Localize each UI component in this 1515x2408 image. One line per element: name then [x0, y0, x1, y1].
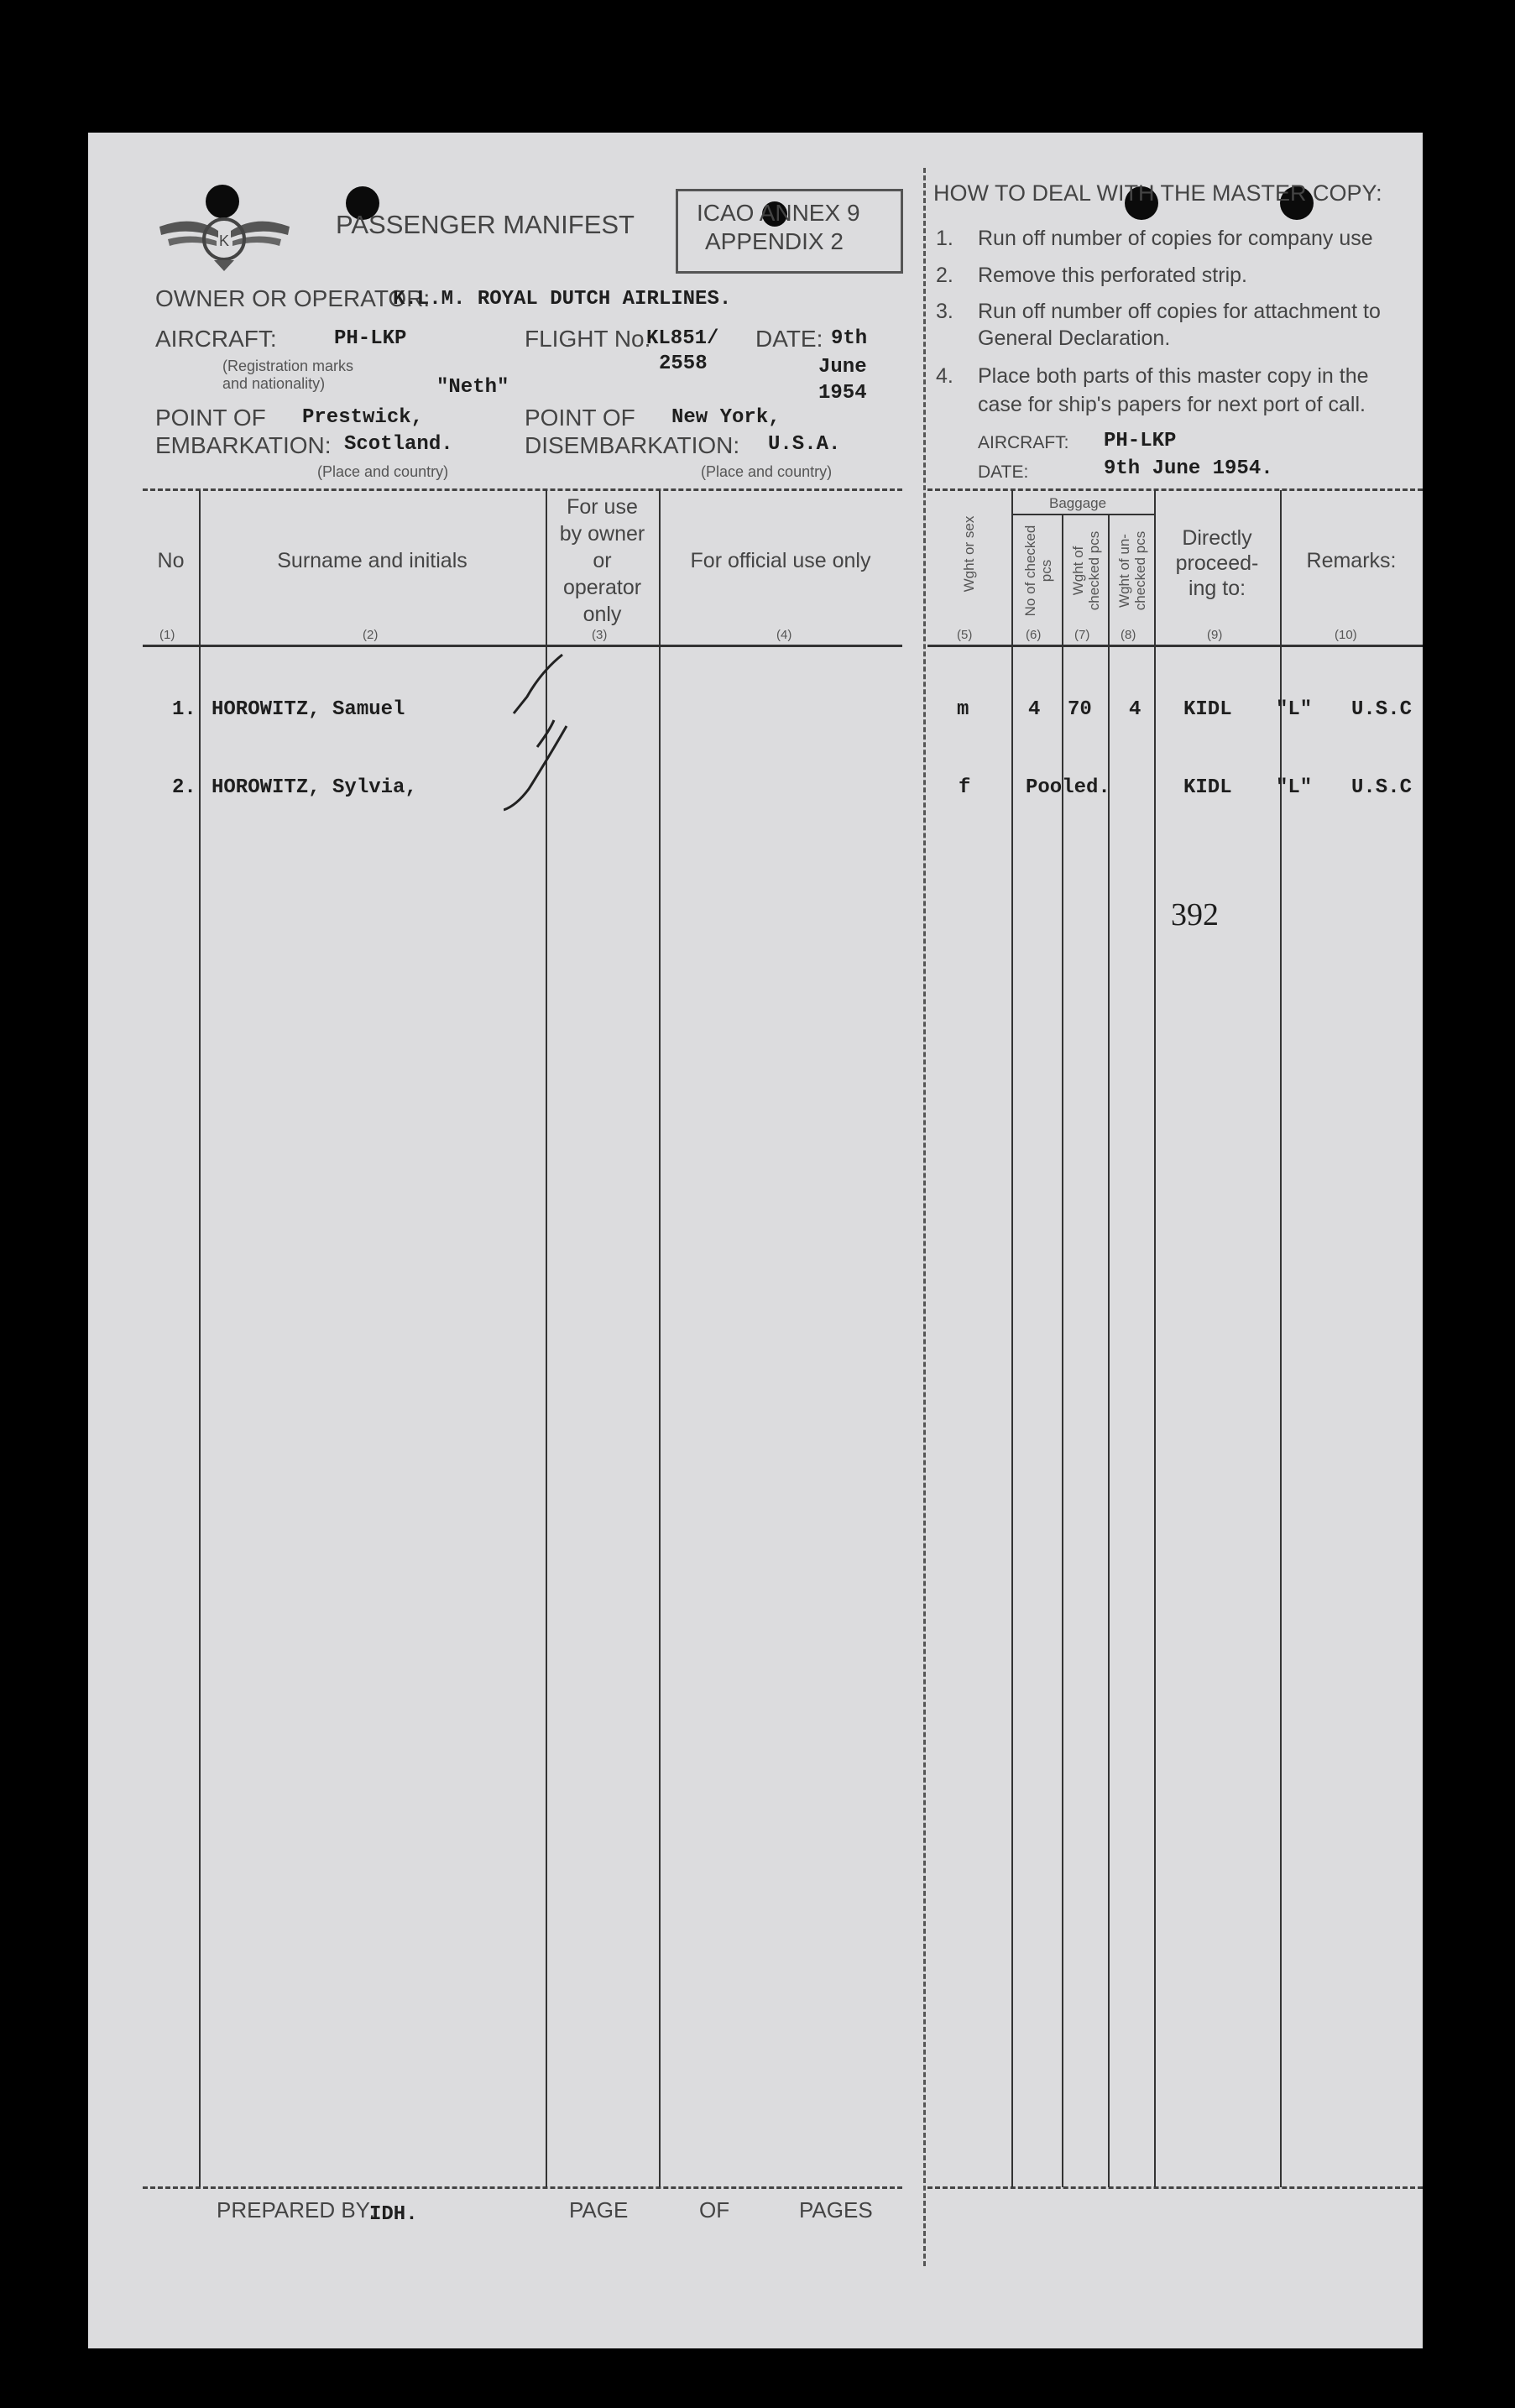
passenger-remark-1: "L" — [1276, 776, 1313, 799]
col-num: (2) — [363, 628, 379, 642]
col-header-wght-sex: Wght or sex — [961, 515, 977, 593]
col-divider — [1280, 490, 1282, 2187]
strip-header-bottom-rule — [927, 645, 1423, 647]
page-number: 392 — [1171, 897, 1219, 932]
instruction-num: 1. — [936, 227, 953, 250]
col-divider — [199, 490, 201, 2187]
col-header-surname: Surname and initials — [277, 549, 468, 572]
strip-aircraft-label: AIRCRAFT: — [978, 433, 1069, 452]
instruction-num: 3. — [936, 300, 953, 323]
passenger-sex: f — [959, 776, 971, 799]
col-num: (3) — [592, 628, 608, 642]
klm-logo-icon — [151, 197, 298, 273]
prepared-by-value: IDH. — [369, 2203, 418, 2226]
instruction-text: Remove this perforated strip. — [978, 264, 1247, 287]
col-header-owner-use-1: For use — [567, 495, 638, 519]
of-label: OF — [699, 2197, 730, 2223]
col-num: (7) — [1074, 628, 1090, 642]
strip-date-value: 9th June 1954. — [1104, 457, 1273, 480]
col-header-owner-use-5: only — [582, 603, 622, 626]
instructions-title: HOW TO DEAL WITH THE MASTER COPY: — [933, 180, 1382, 206]
col-header-checked-pcs: No of checked pcs — [1022, 525, 1054, 617]
strip-footer-rule — [927, 2186, 1423, 2189]
instruction-text: Run off number off copies for attachment to — [978, 300, 1381, 323]
flight-value-2: 2558 — [659, 353, 708, 375]
instruction-text: Run off number of copies for company use — [978, 227, 1373, 250]
col-num: (8) — [1121, 628, 1136, 642]
header-top-rule — [143, 488, 902, 491]
check-mark-icon — [504, 646, 579, 831]
col-header-baggage: Baggage — [1049, 495, 1107, 511]
disembark-label-2: DISEMBARKATION: — [525, 432, 740, 458]
owner-label: OWNER OR OPERATOR: — [155, 285, 431, 311]
passenger-wght-checked: 70 — [1068, 698, 1092, 721]
col-header-owner-use-4: operator — [562, 576, 642, 599]
col-header-directly-1: Directly — [1182, 526, 1252, 550]
flight-label: FLIGHT No. — [525, 326, 651, 352]
passenger-name: HOROWITZ, Samuel — [212, 698, 405, 721]
aircraft-note-1: (Registration marks — [222, 358, 354, 374]
col-num: (1) — [159, 628, 175, 642]
passenger-remark-2: U.S.C — [1351, 776, 1413, 799]
aircraft-note-2: and nationality) — [222, 375, 326, 392]
aircraft-label: AIRCRAFT: — [155, 326, 277, 352]
col-header-owner-use-2: by owner — [559, 522, 645, 546]
col-num: (4) — [776, 628, 792, 642]
strip-aircraft-value: PH-LKP — [1104, 430, 1177, 452]
col-header-official: For official use only — [690, 549, 871, 572]
col-header-no: No — [157, 549, 185, 572]
instruction-num: 4. — [936, 364, 953, 388]
annex-line-2: APPENDIX 2 — [705, 228, 844, 254]
footer-rule — [143, 2186, 902, 2189]
disembark-value-2: U.S.A. — [768, 433, 841, 456]
col-num: (9) — [1207, 628, 1223, 642]
annex-line-1: ICAO ANNEX 9 — [697, 200, 860, 226]
passenger-no: 1. — [172, 698, 196, 721]
col-header-remarks: Remarks: — [1306, 549, 1397, 572]
passenger-remark-2: U.S.C — [1351, 698, 1413, 721]
page-label: PAGE — [569, 2197, 629, 2223]
embark-note: (Place and country) — [317, 463, 449, 480]
col-header-owner-use-3: or — [593, 549, 612, 572]
disembark-label-1: POINT OF — [525, 405, 635, 431]
flight-value-1: KL851/ — [646, 327, 719, 350]
col-num: (5) — [957, 628, 973, 642]
col-num: (6) — [1026, 628, 1042, 642]
passenger-proceeding: KIDL — [1183, 776, 1232, 799]
strip-date-label: DATE: — [978, 462, 1029, 482]
baggage-rule — [1011, 514, 1154, 515]
col-header-directly-2: proceed- — [1175, 551, 1259, 575]
perforation-line — [923, 168, 926, 2266]
col-divider — [1062, 514, 1063, 2187]
col-divider — [1011, 490, 1013, 2187]
passenger-proceeding: KIDL — [1183, 698, 1232, 721]
embark-label-2: EMBARKATION: — [155, 432, 332, 458]
col-header-wght-unchecked: Wght of un-checked pcs — [1116, 530, 1148, 611]
prepared-by-label: PREPARED BY: — [217, 2197, 375, 2223]
owner-value: K.L.M. ROYAL DUTCH AIRLINES. — [393, 288, 732, 311]
col-divider — [1154, 490, 1156, 2187]
embark-value-2: Scotland. — [344, 433, 453, 456]
embark-label-1: POINT OF — [155, 405, 266, 431]
instruction-text: case for ship's papers for next port of call. — [978, 393, 1366, 416]
embark-value-1: Prestwick, — [302, 406, 424, 429]
passenger-name: HOROWITZ, Sylvia, — [212, 776, 417, 799]
col-num: (10) — [1335, 628, 1357, 642]
aircraft-value: PH-LKP — [334, 327, 407, 350]
date-value-1: 9th — [831, 327, 868, 350]
passenger-remark-1: "L" — [1276, 698, 1313, 721]
passenger-wght-unchecked: 4 — [1129, 698, 1141, 721]
nationality-value: "Neth" — [436, 376, 509, 399]
date-label: DATE: — [755, 326, 823, 352]
strip-header-top-rule — [927, 488, 1423, 491]
passenger-checked: Pooled. — [1026, 776, 1110, 799]
col-divider — [659, 490, 661, 2187]
date-value-2: June — [818, 356, 867, 379]
disembark-value-1: New York, — [671, 406, 781, 429]
col-header-wght-checked: Wght of checked pcs — [1070, 530, 1102, 611]
disembark-note: (Place and country) — [701, 463, 833, 480]
col-divider — [1108, 514, 1110, 2187]
passenger-checked: 4 — [1028, 698, 1041, 721]
pages-label: PAGES — [799, 2197, 873, 2223]
instruction-text: Place both parts of this master copy in the — [978, 364, 1369, 388]
instruction-num: 2. — [936, 264, 953, 287]
form-title: PASSENGER MANIFEST — [336, 210, 635, 239]
col-header-directly-3: ing to: — [1188, 577, 1246, 600]
passenger-no: 2. — [172, 776, 196, 799]
svg-text:K: K — [218, 232, 230, 249]
passenger-sex: m — [957, 698, 969, 721]
instruction-text: General Declaration. — [978, 326, 1171, 350]
date-value-3: 1954 — [818, 382, 867, 405]
